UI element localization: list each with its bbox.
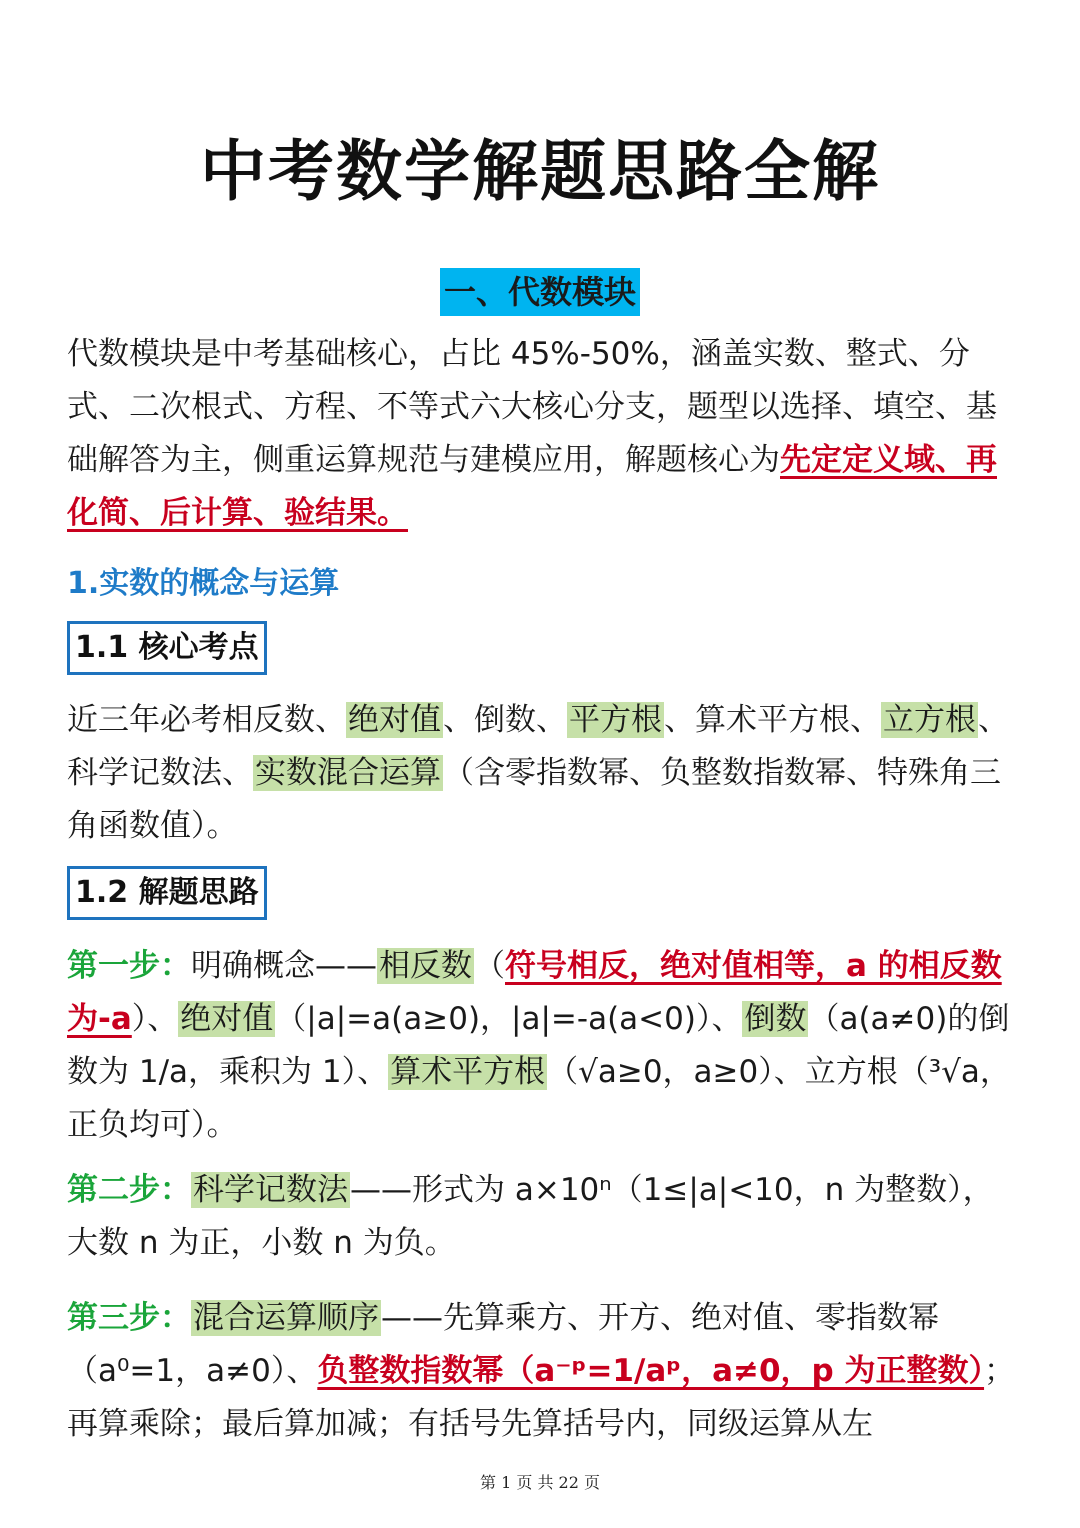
text-segment: 近三年必考相反数、 bbox=[67, 702, 346, 738]
highlight-scientific-notation: 科学记数法 bbox=[193, 1172, 348, 1208]
text-segment: ；再算乘除；最后算加减；有括号先算括号内，同级运算从左 bbox=[67, 1353, 1016, 1442]
box-heading-solving-ideas: 1.2 解题思路 bbox=[67, 866, 267, 920]
step2-paragraph bbox=[67, 1164, 1017, 1270]
step1-label: 第一步： bbox=[67, 948, 191, 984]
text-segment: （√a≥0，a≥0）、立方根（³√a，正负均可）。 bbox=[67, 1054, 1011, 1143]
text-segment: ）、 bbox=[131, 1001, 179, 1037]
step3-paragraph bbox=[67, 1292, 1017, 1451]
section-heading: 一、代数模块 bbox=[440, 268, 640, 316]
subsection-title: 1.实数的概念与运算 bbox=[67, 566, 340, 601]
highlight-absolute-value: 绝对值 bbox=[348, 702, 441, 738]
text-segment: （|a|=a(a≥0)，|a|=-a(a<0)）、 bbox=[275, 1001, 743, 1037]
highlight-operation-order: 混合运算顺序 bbox=[193, 1300, 379, 1336]
highlight-square-root: 平方根 bbox=[569, 702, 662, 738]
highlight-mixed-operations: 实数混合运算 bbox=[255, 755, 441, 791]
text-segment: 、倒数、 bbox=[443, 702, 567, 738]
step1-paragraph bbox=[67, 940, 1017, 1152]
step2-label: 第二步： bbox=[67, 1172, 191, 1208]
text-segment: 、科学记数法、 bbox=[67, 702, 1009, 791]
text-segment: ——先算乘方、开方、绝对值、零指数幂（a⁰=1，a≠0）、 bbox=[67, 1300, 939, 1389]
highlight-arithmetic-square-root: 算术平方根 bbox=[390, 1054, 546, 1090]
intro-text: 代数模块是中考基础核心，占比 45%-50%，涵盖实数、整式、分式、二次根式、方程、不等式六大核心分支，题型以选择、填空、基础解答为主，侧重运算规范与建模应用，解题核心为 bbox=[67, 336, 997, 478]
highlight-absolute-value: 绝对值 bbox=[180, 1001, 274, 1037]
box-heading-core-points: 1.1 核心考点 bbox=[67, 621, 267, 675]
highlight-reciprocal: 倒数 bbox=[744, 1001, 807, 1037]
highlight-opposite-number: 相反数 bbox=[379, 948, 472, 984]
core-points-paragraph bbox=[67, 694, 1017, 853]
text-segment: （含零指数幂、负整数指数幂、特殊角三角函数值）。 bbox=[67, 755, 1001, 844]
section-heading-wrap bbox=[0, 268, 1080, 316]
text-segment: 明确概念—— bbox=[191, 948, 377, 984]
text-segment: ——形式为 a×10ⁿ（1≤|a|<10，n 为整数），大数 n 为正，小数 n 为负。 bbox=[67, 1172, 994, 1261]
red-emphasis-opposite: 符号相反，绝对值相等，a 的相反数为-a bbox=[67, 948, 1002, 1037]
text-segment: （ bbox=[474, 948, 505, 984]
step3-label: 第三步： bbox=[67, 1300, 191, 1336]
text-segment: 、算术平方根、 bbox=[664, 702, 881, 738]
red-emphasis-negative-exponent: 负整数指数幂（a⁻ᵖ=1/aᵖ，a≠0，p 为正整数） bbox=[317, 1353, 985, 1389]
page-title: 中考数学解题思路全解 bbox=[200, 133, 880, 210]
highlight-cube-root: 立方根 bbox=[883, 702, 976, 738]
intro-paragraph bbox=[67, 328, 1017, 540]
page-footer: 第 1 页 共 22 页 bbox=[480, 1473, 600, 1492]
text-segment: （a(a≠0)的倒数为 1/a，乘积为 1）、 bbox=[67, 1001, 1010, 1090]
intro-emphasis: 先定定义域、再化简、后计算、验结果。 bbox=[67, 442, 997, 531]
